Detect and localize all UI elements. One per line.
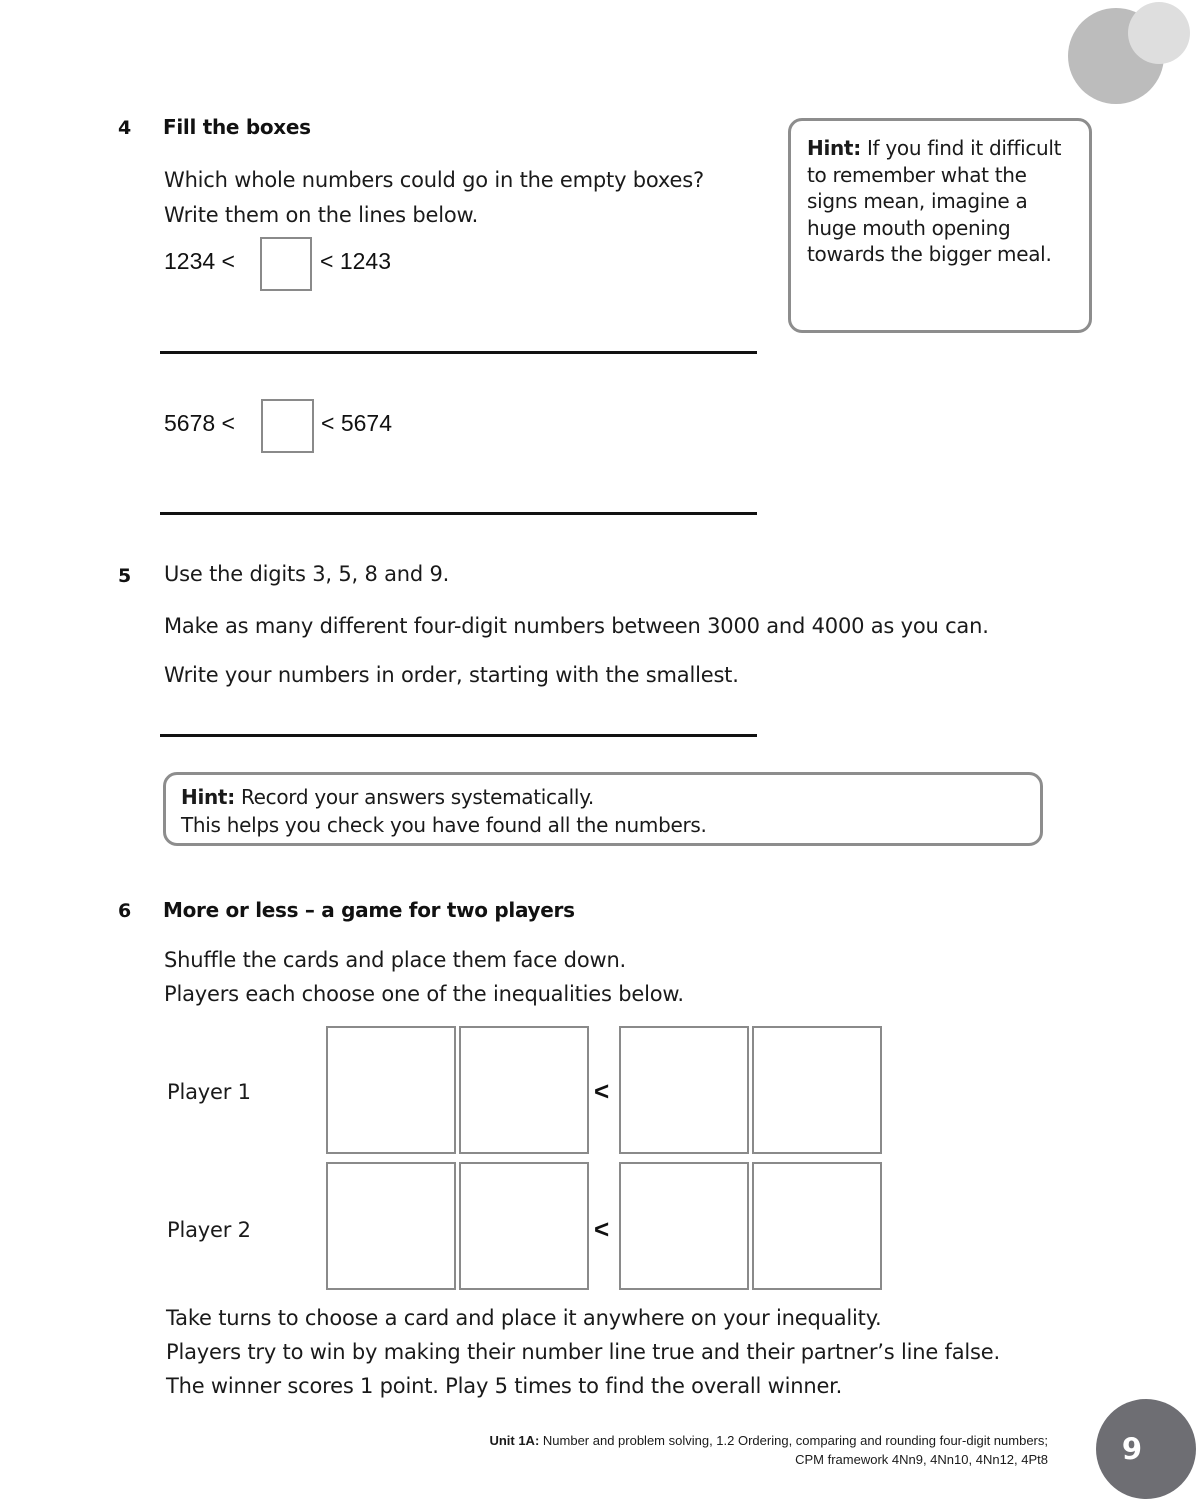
page-number: 9 — [1121, 1432, 1143, 1466]
player-2-card-slot-1[interactable] — [326, 1162, 456, 1290]
question-6-title: More or less – a game for two players — [163, 898, 575, 922]
question-4-prompt-line-1: Which whole numbers could go in the empty boxes? — [164, 168, 704, 192]
hint-label-q4: Hint: — [807, 136, 861, 160]
answer-box-equation-1[interactable] — [260, 237, 312, 291]
player-1-card-slot-2[interactable] — [459, 1026, 589, 1154]
hint-text-q4: If you find it difficult to remember what the signs mean, imagine a huge mouth opening towards the bigger meal. — [807, 136, 1062, 267]
question-4-prompt-line-2: Write them on the lines below. — [164, 203, 479, 227]
player-2-card-slot-2[interactable] — [459, 1162, 589, 1290]
hint-text-q5-line-2: This helps you check you have found all the numbers. — [181, 812, 707, 837]
answer-line-2[interactable] — [160, 512, 757, 515]
footer-unit-label: Unit 1A: — [489, 1433, 540, 1448]
hint-box-question-5 — [163, 772, 1043, 846]
equation-2-left-operand: 5678 < — [164, 410, 235, 436]
player-1-card-slot-1[interactable] — [326, 1026, 456, 1154]
footer-citation — [348, 1432, 1048, 1470]
player-1-card-slot-4[interactable] — [752, 1026, 882, 1154]
question-6-rule-1: Take turns to choose a card and place it anywhere on your inequality. — [166, 1306, 882, 1330]
player-2-card-slot-3[interactable] — [619, 1162, 749, 1290]
question-5-line-1: Use the digits 3, 5, 8 and 9. — [164, 562, 450, 586]
footer-line-2: CPM framework 4Nn9, 4Nn10, 4Nn12, 4Pt8 — [795, 1451, 1048, 1467]
player-1-card-slot-3[interactable] — [619, 1026, 749, 1154]
question-5-line-2: Make as many different four-digit numbers between 3000 and 4000 as you can. — [164, 614, 989, 638]
hint-label-q5: Hint: — [181, 785, 235, 809]
question-6-number: 6 — [118, 900, 131, 922]
question-4-title: Fill the boxes — [163, 115, 311, 139]
equation-1-left-operand: 1234 < — [164, 248, 235, 274]
equation-1-right-operand: < 1243 — [320, 248, 391, 274]
answer-line-1[interactable] — [160, 351, 757, 354]
player-2-label: Player 2 — [167, 1218, 251, 1242]
question-6-line-2: Players each choose one of the inequalities below. — [164, 982, 684, 1006]
question-4-number: 4 — [118, 117, 131, 139]
player-1-less-than-sign: < — [594, 1076, 610, 1106]
question-5-number: 5 — [118, 565, 131, 587]
footer-line-1: Number and problem solving, 1.2 Ordering, comparing and rounding four-digit numbers; — [539, 1433, 1048, 1448]
hint-text-q5-line-1: Record your answers systematically. — [234, 785, 594, 809]
equation-2-right-operand: < 5674 — [321, 410, 392, 436]
question-6-rule-3: The winner scores 1 point. Play 5 times to find the overall winner. — [166, 1374, 843, 1398]
decorative-circle-small — [1128, 2, 1190, 64]
player-2-card-slot-4[interactable] — [752, 1162, 882, 1290]
player-2-less-than-sign: < — [594, 1214, 610, 1244]
player-1-label: Player 1 — [167, 1080, 251, 1104]
answer-box-equation-2[interactable] — [261, 399, 314, 453]
question-6-rule-2: Players try to win by making their number line true and their partner’s line false. — [166, 1340, 1000, 1364]
hint-box-question-4 — [788, 118, 1092, 333]
question-6-line-1: Shuffle the cards and place them face down. — [164, 948, 627, 972]
answer-line-3[interactable] — [160, 734, 757, 737]
question-5-line-3: Write your numbers in order, starting with the smallest. — [164, 663, 739, 687]
